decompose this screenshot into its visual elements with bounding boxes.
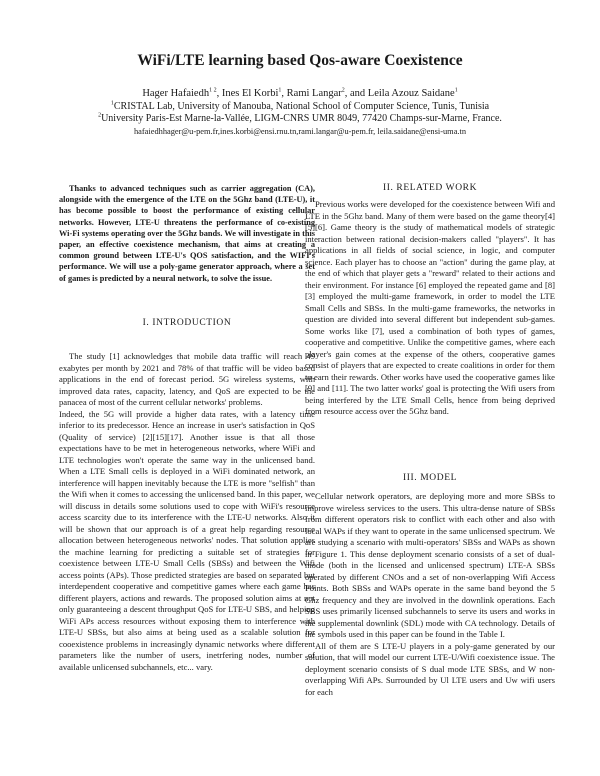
section-heading-model: III. MODEL <box>402 473 457 483</box>
paper-title: WiFi/LTE learning based Qos-aware Coexistence <box>137 52 463 69</box>
intro-paragraph-2: Indeed, the 5G will provide a higher data rates, with a latency time inferior to its predecessor. Hence an increase in user's satisfaction in QoS (Quality of service) [2][15][17]. Another issue is that all those expectations have to be met in heterogeneous networks, where WiFi and LTE technologies won't operate the same way in the unlicensed band. When a LTE Small cells is deployed in a WiFi dominated network, an interference will happen inevitably because the LTE is more "selfish" than the Wifi when it comes to accessing the unlicensed band. In this paper, we will discuss in details some solutions used to cope with WiFi's resource access scarcity due to its interference with the LTE-U networks. Also it will be shown that our approach is of a great help regarding resource allocation between heterogeneous networks' nodes. That solution applies the machine learning for predicting a suitable set of strategies for coexistence between LTE-U Small Cells (SBSs) and between the Wifi access points (APs). Those predicted strategies are based on separated but interdependent cooperative and competitive games where each game has different players, actions and rewards. The proposed solution aims at not only guaranteeing a descent throughput QoS for LTE-U SBS, and helping WiFi APs access resources without exposing them to interference with LTE-U SBSs, but also aims at being used as a scalable solution for cooexistence problems in increasingly dynamic networks where different parameters like the number of users, inetrfering nodes, number of available unlicensed subchannels, etc... vary. <box>59 408 315 672</box>
section-heading-introduction: I. INTRODUCTION <box>142 318 232 328</box>
section-heading-related-work: II. RELATED WORK <box>382 183 478 193</box>
related-paragraph-1: Previous works were developed for the coexistence between Wifi and LTE in the 5Ghz band. Many of them were based on the game theory[4][5][6]. Game theory is the study of mathematical models of strategic interaction between rational decision-makers called "players". It has applications in all fields of social science, in logic, and computer science. Each player has to choose an "action" during the game play, at the end of which that player gets a "reward" related to their actions and their environment. For instance [6] employed the repeated game and [8] [3] employed the multi-game framework, in order to model the LTE Small Cells and SBSs. In the multi-game frameworks, the networks in question are divided into several different but independent sub-games. Some works like [7], used a combination of both types of games, cooperative and competitive. Unlike the competitive games, where each player's gain comes at the expense of the others, cooperative games consist of players that are expected to create coalitions in order for them to earn their rewards. Other works have used the cooperative games like [9] and [11]. The two latter works' goal is protecting the Wifi users from being interfered by the LTE Small Cells, hence from being deprived from resource access over the 5Ghz band. <box>305 199 555 416</box>
author-emails: hafaiedhhager@u-pem.fr,ines.korbi@ensi.rnu.tn,rami.langar@u-pem.fr, leila.saidane@ensi-uma.tn <box>133 126 467 136</box>
model-paragraph-2: All of them are S LTE-U players in a poly-game generated by our solution, that will model our current LTE-U/Wifi coexistence issue. The deployment scenario consists of S dual mode LTE SBSs, and W non-overlapping Wifi APs. Surrounded by Ul LTE users and Uw wifi users for each <box>305 640 555 697</box>
model-body <box>305 491 555 698</box>
related-work-body <box>305 199 555 418</box>
intro-paragraph-1: The study [1] acknowledges that mobile data traffic will reach 49 exabytes per month by 2021 and 78% of that traffic will be video based applications in the end of forecast period. 5G wireless systems, with improved data rates, capacity, latency, and QoS are expected to be the panacea of most of the current cellular networks' problems. <box>59 351 315 407</box>
introduction-body <box>59 351 315 673</box>
abstract: Thanks to advanced techniques such as carrier aggregation (CA), alongside with the emergence of the LTE on the 5Ghz band (LTE-U), it has become possible to boost the performance of existing cellular networks. However, LTE-U threatens the performance of co-existing Wi-Fi systems operating over the 5Ghz bands. We will investigate in this paper, an effective coexistence mechanism, that aims at creating a common ground between LTE-U's QOS satisfaction, and the WIFI's performance. We will use a poly-game generator approach, where a set of games is predicted by a neural network, to solve the issue. <box>59 184 315 283</box>
affiliation-1: $^1$CRISTAL Lab, University of Manouba, National School of Computer Science, Tunis, Tunisia <box>110 100 490 112</box>
affiliation-2: $^2$University Paris-Est Marne-la-Vallée, LIGM-CNRS UMR 8049, 77420 Champs-sur-Marne, France. <box>98 112 502 124</box>
model-paragraph-1: Cellular network operators, are deploying more and more SBSs to improve wireless services to the users. This ultra-dense nature of SBSs from different operators risk to conflict with each other and also with local WAPs if they want to operate in the same unlicensed spectrum. We are studying a scenario with multi-operators' SBSs and WAPs as shown in Figure 1. This dense deployment scenario consists of a set of dual-mode (both in the licensed and unlicensed spectrum) LTE-A SBSs operated by different CNOs and a set of non-overlapping Wifi Access Points. Both SBSs and WAPs operate in the same band beyond the 5 Ghz frequency and they are involved in the downlink operations. Each SBS uses primarily licensed subchannels to serve its users and works in the supplemental downlink (SDL) mode with CA technology. Details of the symbols used in this paper can be found in the Table I. <box>305 491 555 639</box>
author-block <box>0 88 600 138</box>
author-names: Hager Hafaiedh$^{1 2}$, Ines El Korbi$^1$, Rami Langar$^2$, and Leila Azouz Saidane$^1$ <box>142 87 458 99</box>
